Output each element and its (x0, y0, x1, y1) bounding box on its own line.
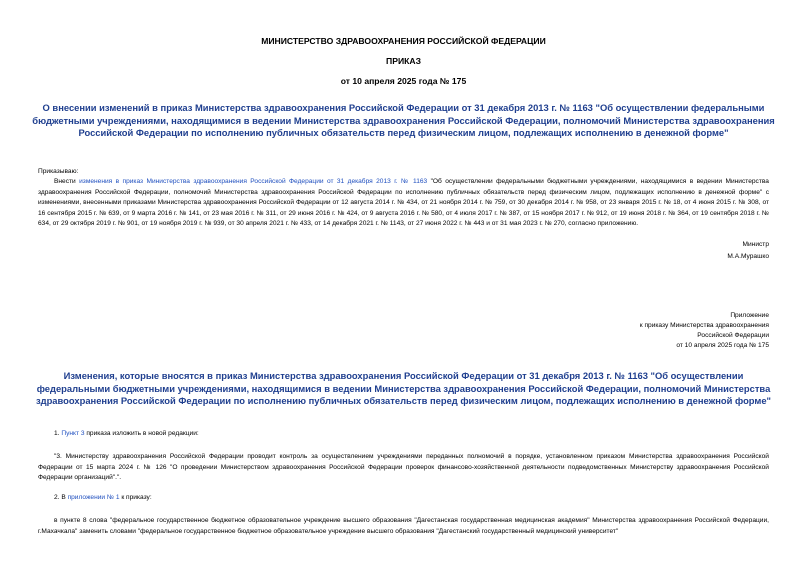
item-2 (54, 493, 754, 504)
title-pre: О внесении изменений в (42, 102, 161, 113)
item-2-link[interactable]: приложении № 1 (67, 494, 120, 501)
order-body (38, 177, 769, 230)
title-post: "Об осуществлении федеральными бюджетными учреждениями, находящимися в ведении Министерства здравоохранения Российской Федерации, полномочий Министерства здравоохранения Российской Федерации по исполнению публичных обязательств перед физическим лицом, подлежащих исполнению в денежной форме" (32, 102, 775, 138)
item-1-link[interactable]: Пункт 3 (61, 430, 85, 437)
signature-position: Министр (742, 241, 769, 248)
changes-post: "Об осуществлении федеральными бюджетными учреждениями, находящимися в ведении Министерства здравоохранения Российской Федерации, полномочий Министерства здравоохранения Российской Федерации по исполнению публичных обязательств перед физическим лицом, подлежащих исполнению в денежной форме" (35, 370, 772, 406)
item-1 (54, 429, 754, 440)
title-link[interactable]: приказ Министерства здравоохранения Российской Федерации от 31 декабря 2013 г. № 1163 (160, 102, 593, 113)
item-1-text: приказа изложить в новой редакции: (84, 430, 199, 437)
appendix-line1: к приказу Министерства здравоохранения (639, 322, 769, 329)
appendix-line2: Российской Федерации (697, 332, 769, 339)
item-2-body: в пункте 8 слова "федеральное государственное бюджетное образовательное учреждение высшего образования "Дагестанская государственная медицинская академия" Министерства здравоохранения Российской Федерации, г.Махачкала" заменить словами "федеральное государственное бюджетное образовательное учреждение высшего образования "Дагестанский государственный медицинский университет" (38, 517, 769, 535)
item-1-num: 1. (54, 430, 62, 437)
signature-name: М.А.Мурашко (727, 253, 769, 260)
item-2-num: 2. В (54, 494, 68, 501)
date-number: от 10 апреля 2025 года № 175 (340, 76, 467, 86)
ministry-heading: МИНИСТЕРСТВО ЗДРАВООХРАНЕНИЯ РОССИЙСКОЙ ФЕДЕРАЦИИ (261, 36, 546, 46)
order-intro: Приказываю: (38, 168, 79, 175)
appendix-label: Приложение (730, 312, 769, 319)
order-link[interactable]: изменения в приказ Министерства здравоохранения Российской Федерации от 31 декабря 2013 г. № 1163 (79, 178, 428, 185)
item-1-quote: "3. Министерству здравоохранения Российской Федерации проводит контроль за осуществлением учреждениями переданных полномочий в порядке, установленном приказом Министерства здравоохранения Российской Федерации от 15 марта 2024 г. № 126 "О проведении Министерством здравоохранения Российской Федерации проверок финансово-хозяйственной деятельности подведомственных Министерству здравоохранения Российской Федерации организаций".". (38, 453, 769, 482)
appendix-line3: от 10 апреля 2025 года № 175 (676, 342, 769, 349)
order-lead: Внести (54, 178, 76, 185)
changes-pre: Изменения, которые вносятся в (63, 370, 216, 381)
doc-type: ПРИКАЗ (386, 56, 421, 66)
changes-title (30, 370, 777, 408)
order-text: "Об осуществлении федеральными бюджетными учреждениями, находящимися в ведении Министерства здравоохранения Российской Федерации, полномочий Министерства здравоохранения Российской Федерации по исполнению публичных обязательств перед физическим лицом, подлежащих исполнению в денежной форме" с изменениями, внесенными приказами Министерства здравоохранения Российской Федерации от 12 августа 2014 г. № 434, от 21 ноября 2014 г. № 759, от 30 декабря 2014 г. № 958, от 23 января 2015 г. № 18, от 4 июня 2015 г. № 308, от 16 сентября 2015 г. № 639, от 9 марта 2016 г. № 141, от 23 мая 2016 г. № 311, от 29 июня 2016 г. № 424, от 9 августа 2016 г. № 580, от 4 июля 2017 г. № 387, от 15 ноября 2017 г. № 912, от 19 июня 2018 г. № 364, от 19 сентября 2018 г. № 634, от 29 октября 2019 г. № 901, от 19 ноября 2019 г. № 939, от 30 апреля 2021 г. № 433, от 14 декабря 2021 г. № 1143, от 27 июня 2022 г. № 443 и от 31 мая 2023 г. № 270, согласно приложению. (38, 178, 769, 228)
order-title (30, 102, 777, 140)
changes-link[interactable]: приказ Министерства здравоохранения Российской Федерации от 31 декабря 2013 г. № 1163 (215, 370, 648, 381)
item-2-text: к приказу: (119, 494, 152, 501)
